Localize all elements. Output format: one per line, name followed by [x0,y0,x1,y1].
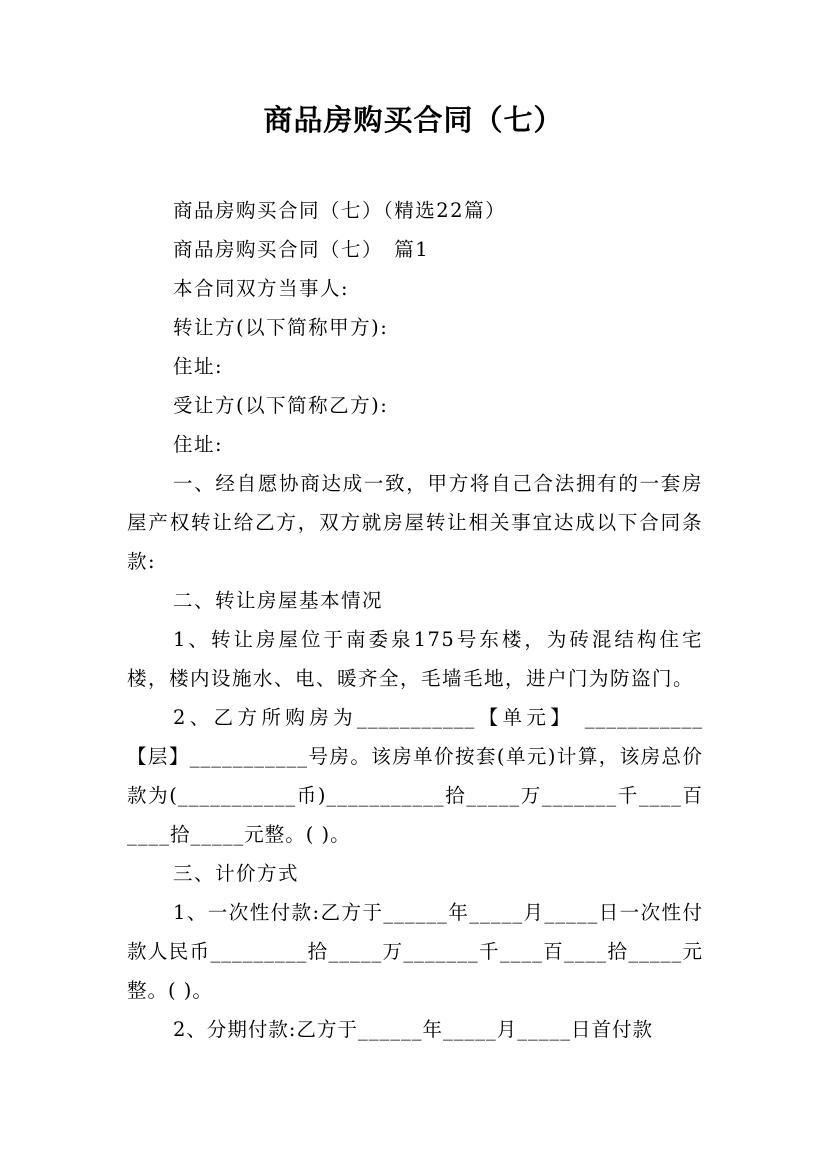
paragraph-clause-2-1: 1、转让房屋位于南委泉175号东楼，为砖混结构住宅楼，楼内设施水、电、暖齐全，毛墙毛地，进户门为防盗门。 [127,628,703,690]
paragraph-clause-3-1: 1、一次性付款:乙方于______年_____月_____日一次性付款人民币_________拾_____万_______千____百____拾_____元整。( )。 [127,901,703,1002]
document-body [127,191,703,1049]
paragraph-clause-2-heading: 二、转让房屋基本情况 [173,589,384,612]
paragraph-section-heading: 商品房购买合同（七） 篇1 [173,238,430,261]
paragraph-transferor-address: 住址: [173,355,224,378]
paragraph-transferee-address: 住址: [173,433,224,456]
document-title: 商品房购买合同（七） [263,103,564,137]
paragraph-subtitle: 商品房购买合同（七）（精选22篇） [173,199,507,222]
paragraph-transferee: 受让方(以下简称乙方): [173,394,389,417]
paragraph-clause-2-2: 2、乙方所购房为___________【单元】 ___________【层】___________号房。该房单价按套(单元)计算，该房总价款为(___________币)___________拾_____万_______千____百____拾_____元整。( )。 [127,706,703,846]
paragraph-transferor: 转让方(以下简称甲方): [173,316,389,339]
paragraph-parties: 本合同双方当事人: [173,277,350,300]
paragraph-clause-3-heading: 三、计价方式 [173,862,300,885]
paragraph-clause-3-2: 2、分期付款:乙方于______年_____月_____日首付款 [173,1018,653,1041]
paragraph-clause-1: 一、经自愿协商达成一致，甲方将自己合法拥有的一套房屋产权转让给乙方，双方就房屋转让相关事宜达成以下合同条款: [127,472,703,573]
